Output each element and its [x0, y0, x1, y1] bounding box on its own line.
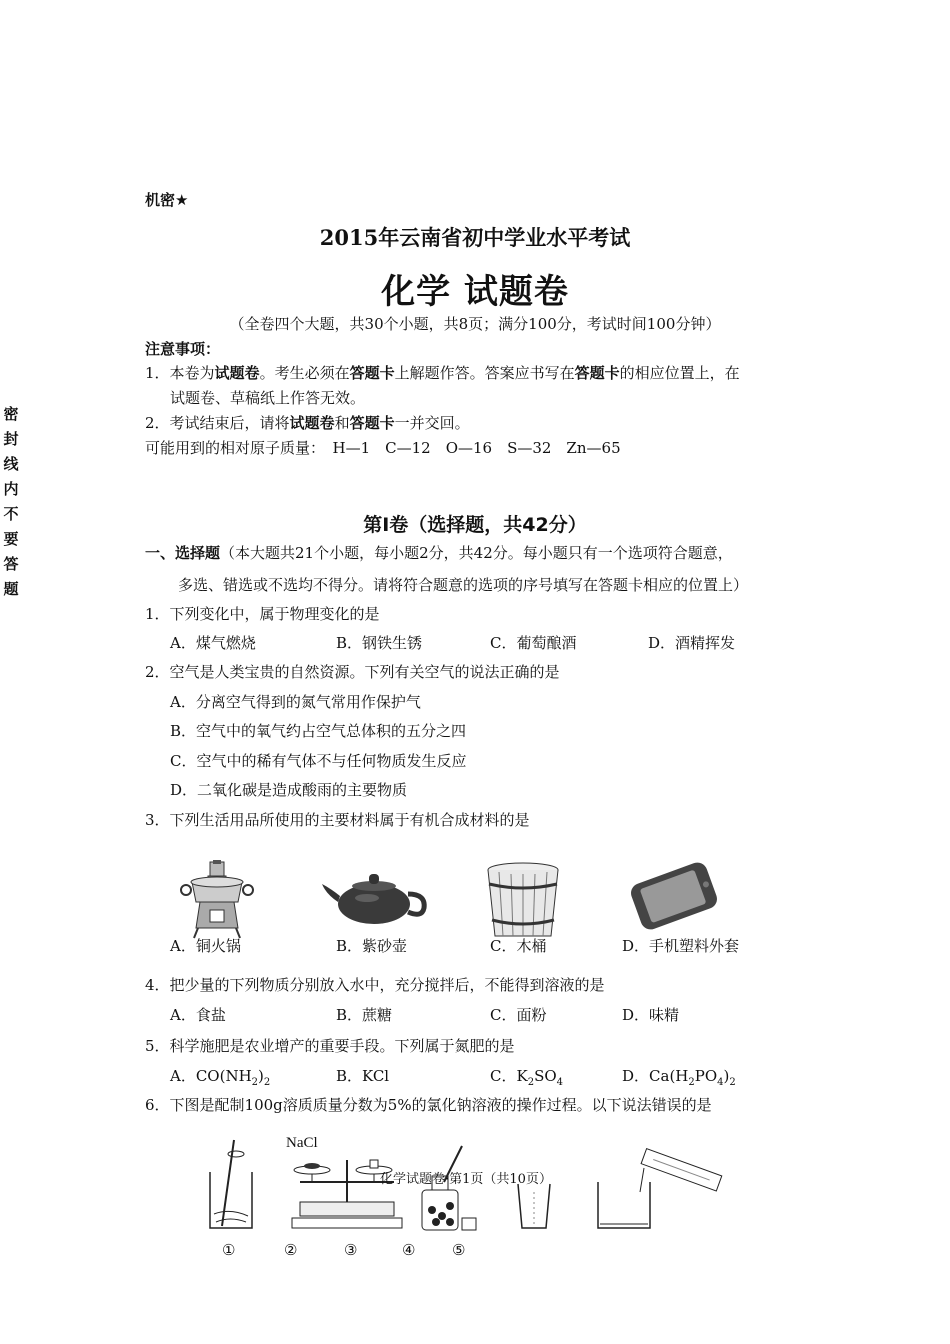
- text: 2．考试结束后，请将: [145, 414, 290, 432]
- step-2: ②: [284, 1241, 298, 1259]
- part1-instructions: [145, 543, 733, 563]
- part-heading: 一、选择题: [145, 544, 221, 562]
- step-5: ⑤: [452, 1241, 466, 1259]
- seal-char: 密: [3, 405, 19, 423]
- q1-stem: 1．下列变化中，属于物理变化的是: [145, 605, 380, 623]
- q1-option-a: A．煤气燃烧: [170, 634, 256, 652]
- q5-option-a: [170, 1066, 270, 1093]
- q4-option-a: A．食盐: [170, 1006, 226, 1024]
- notice-heading: 注意事项：: [145, 340, 221, 358]
- subscript: 4: [556, 1077, 564, 1088]
- q5-option-d: [622, 1066, 736, 1093]
- text: ): [723, 1067, 730, 1085]
- subscript: 2: [688, 1077, 695, 1088]
- wooden-bucket-image: [485, 862, 561, 942]
- q5-option-c: [490, 1066, 563, 1093]
- q5-option-b: B．KCl: [336, 1067, 390, 1085]
- seal-char: 线: [3, 455, 19, 473]
- q2-option-d: D．二氧化碳是造成酸雨的主要物质: [170, 781, 408, 799]
- text: D．Ca(H: [622, 1067, 689, 1085]
- q3-stem: 3．下列生活用品所使用的主要材料属于有机合成材料的是: [145, 811, 530, 829]
- part1-instructions-cont: 多选、错选或不选均不得分。请将符合题意的选项的序号填写在答题卡相应的位置上）: [178, 576, 749, 594]
- emphasis: 答题卡: [574, 364, 620, 382]
- text: 上解题作答。答案应书写在: [394, 364, 575, 382]
- q4-stem: 4．把少量的下列物质分别放入水中，充分搅拌后，不能得到溶液的是: [145, 976, 605, 994]
- exam-title: 2015年云南省初中学业水平考试: [319, 225, 631, 250]
- q4-option-b: B．蔗糖: [336, 1006, 393, 1024]
- q4-option-c: C．面粉: [490, 1006, 547, 1024]
- q4-option-d: D．味精: [622, 1006, 680, 1024]
- emphasis: 试题卷: [289, 414, 335, 432]
- secret-mark: 机密★: [145, 191, 189, 209]
- subject-title: 化学 试题卷: [381, 272, 569, 312]
- q5-stem: 5．科学施肥是农业增产的重要手段。下列属于氮肥的是: [145, 1037, 515, 1055]
- text: 。考生必须在: [259, 364, 350, 382]
- step-3: ③: [344, 1241, 358, 1259]
- q1-option-d: D．酒精挥发: [648, 634, 736, 652]
- q1-option-b: B．钢铁生锈: [336, 634, 423, 652]
- step-4: ④: [402, 1241, 416, 1259]
- atomic-masses: 可能用到的相对原子质量： H—1 C—12 O—16 S—32 Zn—65: [145, 439, 621, 457]
- emphasis: 答题卡: [349, 364, 395, 382]
- q2-stem: 2．空气是人类宝贵的自然资源。下列有关空气的说法正确的是: [145, 663, 560, 681]
- q2-option-c: C．空气中的稀有气体不与任何物质发生反应: [170, 752, 467, 770]
- text: SO: [534, 1067, 557, 1085]
- q3-option-c: C．木桶: [490, 937, 547, 955]
- section-title: 第Ⅰ卷（选择题，共42分）: [363, 514, 587, 536]
- subscript: 4: [717, 1077, 724, 1088]
- q2-option-b: B．空气中的氧气约占空气总体积的五分之四: [170, 722, 467, 740]
- notice-item-1-cont: 试题卷、草稿纸上作答无效。: [170, 389, 366, 407]
- phone-case-image: [626, 858, 722, 934]
- q1-option-c: C．葡萄酿酒: [490, 634, 577, 652]
- seal-char: 要: [3, 530, 19, 548]
- notice-item-1: [145, 363, 740, 383]
- notice-item-2: [145, 413, 470, 433]
- copper-hotpot-image: [178, 860, 256, 942]
- subscript: 2: [527, 1077, 535, 1088]
- q3-option-b: B．紫砂壶: [336, 937, 408, 955]
- nacl-label: NaCl: [286, 1135, 318, 1151]
- seal-line-notice: [2, 402, 20, 602]
- subscript: 2: [263, 1077, 271, 1088]
- text: 的相应位置上，在: [619, 364, 740, 382]
- text: （本大题共21个小题，每小题2分，共42分。每小题只有一个选项符合题意，: [220, 544, 733, 562]
- q3-option-d: D．手机塑料外套: [622, 937, 740, 955]
- exam-info: （全卷四个大题，共30个小题，共8页；满分100分，考试时间100分钟）: [229, 315, 721, 333]
- page-footer: 化学试题卷·第1页（共10页）: [380, 1172, 552, 1187]
- seal-char: 不: [3, 505, 19, 523]
- text: 和: [334, 414, 350, 432]
- q2-option-a: A．分离空气得到的氮气常用作保护气: [170, 693, 421, 711]
- step-1: ①: [222, 1241, 236, 1259]
- subscript: 2: [251, 1077, 259, 1088]
- text: 1．本卷为: [145, 364, 215, 382]
- seal-char: 内: [3, 480, 19, 498]
- seal-char: 封: [3, 430, 19, 448]
- seal-char: 题: [3, 580, 19, 598]
- text: ): [258, 1067, 264, 1085]
- clay-teapot-image: [322, 866, 428, 926]
- q3-option-a: A．铜火锅: [170, 937, 241, 955]
- seal-char: 答: [3, 555, 19, 573]
- subscript: 2: [729, 1077, 736, 1088]
- text: PO: [694, 1067, 718, 1085]
- q6-stem: 6．下图是配制100g溶质质量分数为5%的氯化钠溶液的操作过程。以下说法错误的是: [145, 1096, 712, 1114]
- text: A．CO(NH: [170, 1067, 252, 1085]
- text: C．K: [490, 1067, 528, 1085]
- emphasis: 答题卡: [349, 414, 395, 432]
- text: 一并交回。: [394, 414, 470, 432]
- emphasis: 试题卷: [214, 364, 260, 382]
